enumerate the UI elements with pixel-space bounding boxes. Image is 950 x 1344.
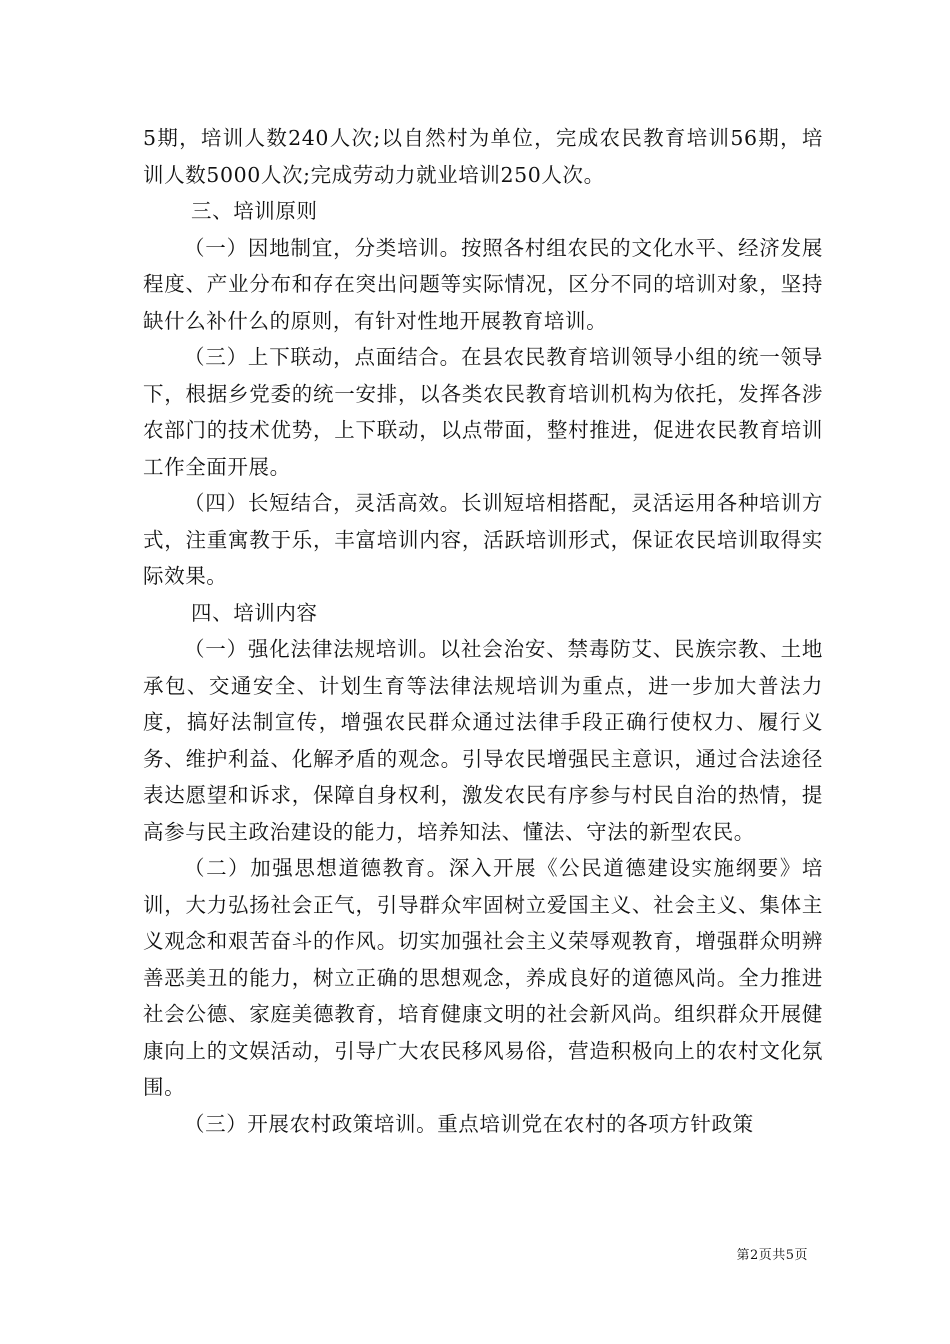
paragraph-content-3: （三）开展农村政策培训。重点培训党在农村的各项方针政策	[184, 1111, 754, 1136]
paragraph-continuation: 5期，培训人数240人次;以自然村为单位，完成农民教育培训56期，培训人数5000人次;完成劳动力就业培训250人次。	[143, 126, 823, 187]
paragraph-principle-1: （一）因地制宜，分类培训。按照各村组农民的文化水平、经济发展程度、产业分布和存在突出问题等实际情况，区分不同的培训对象，坚持缺什么补什么的原则，有针对性地开展教育培训。	[143, 235, 823, 333]
paragraph-content-2: （二）加强思想道德教育。深入开展《公民道德建设实施纲要》培训，大力弘扬社会正气，引导群众牢固树立爱国主义、社会主义、集体主义观念和艰苦奋斗的作风。切实加强社会主义荣辱观教育，增强群众明辨善恶美丑的能力，树立正确的思想观念，养成良好的道德风尚。全力推进社会公德、家庭美德教育，培育健康文明的社会新风尚。组织群众开展健康向上的文娱活动，引导广大农民移风易俗，营造积极向上的农村文化氛围。	[143, 856, 823, 1099]
page-number-footer: 第2页共5页	[736, 1248, 808, 1263]
paragraph-content-1: （一）强化法律法规培训。以社会治安、禁毒防艾、民族宗教、土地承包、交通安全、计划生育等法律法规培训为重点，进一步加大普法力度，搞好法制宣传，增强农民群众通过法律手段正确行使权力、履行义务、维护利益、化解矛盾的观念。引导农民增强民主意识，通过合法途径表达愿望和诉求，保障自身权利，激发农民有序参与村民自治的热情，提高参与民主政治建设的能力，培养知法、懂法、守法的新型农民。	[143, 637, 823, 844]
paragraph-principle-4: （四）长短结合，灵活高效。长训短培相搭配，灵活运用各种培训方式，注重寓教于乐，丰富培训内容，活跃培训形式，保证农民培训取得实际效果。	[143, 491, 823, 588]
section-heading-content: 四、培训内容	[191, 600, 318, 625]
paragraph-principle-3: （三）上下联动，点面结合。在县农民教育培训领导小组的统一领导下，根据乡党委的统一安排，以各类农民教育培训机构为依托，发挥各涉农部门的技术优势，上下联动，以点带面，整村推进，促进农民教育培训工作全面开展。	[143, 345, 823, 479]
section-heading-principles: 三、培训原则	[191, 199, 318, 223]
document-body	[143, 120, 823, 1142]
